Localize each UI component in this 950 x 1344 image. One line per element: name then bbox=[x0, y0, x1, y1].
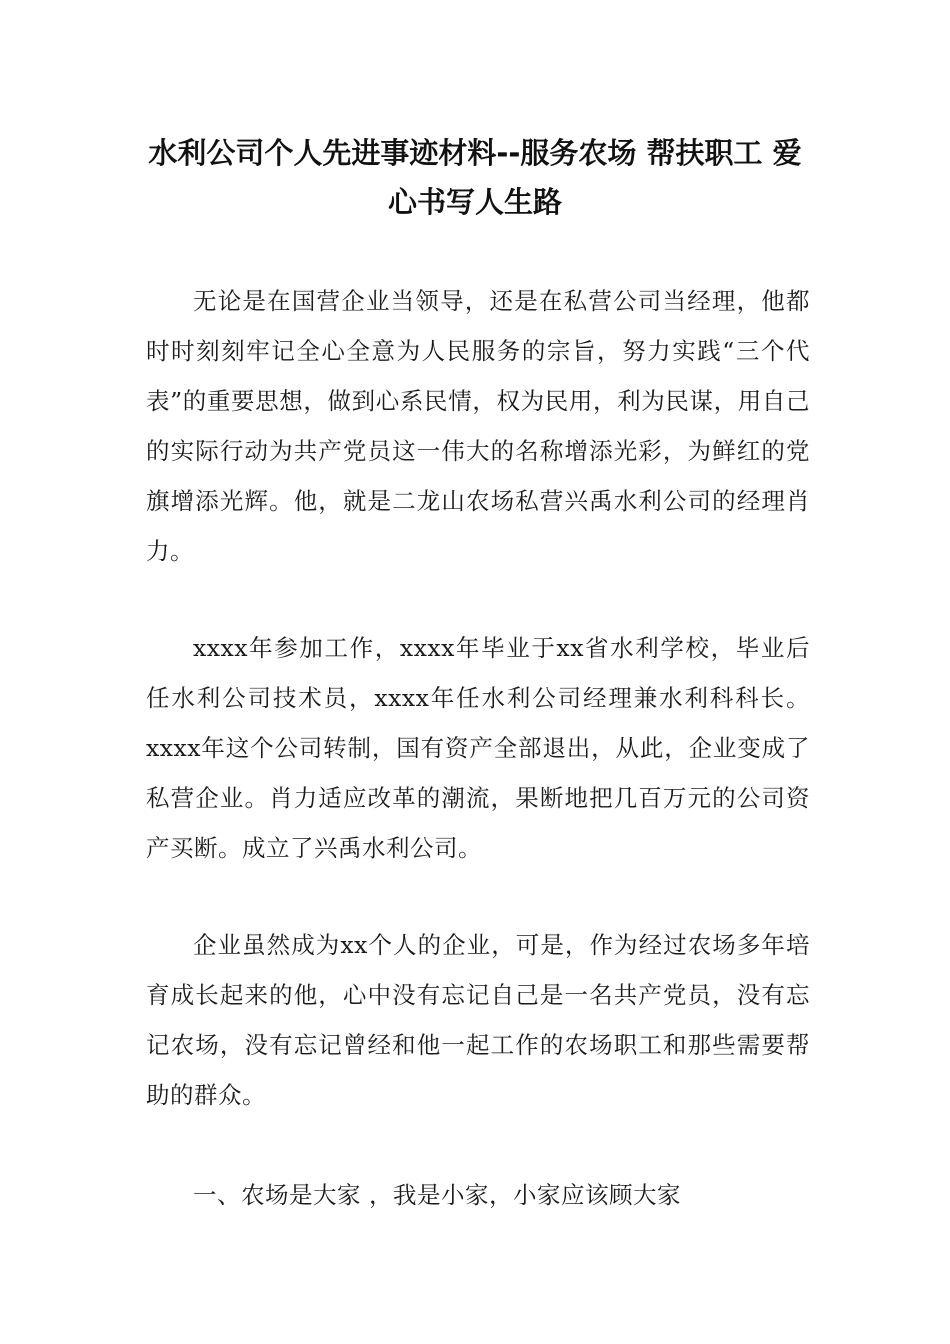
document-title-line-1: 水利公司个人先进事迹材料--服务农场 帮扶职工 爱 bbox=[148, 136, 802, 170]
paragraph-career: xxxx年参加工作，xxxx年毕业于xx省水利学校，毕业后任水利公司技术员，xxxx年任水利公司经理兼水利科科长。xxxx年这个公司转制，国有资产全部退出，从此，企业变成了私营企业。肖力适应改革的潮流，果断地把几百万元的公司资产买断。成立了兴禹水利公司。 bbox=[146, 634, 810, 862]
document-title-line-2: 心书写人生路 bbox=[387, 185, 562, 219]
paragraph-commitment: 企业虽然成为xx个人的企业，可是，作为经过农场多年培育成长起来的他，心中没有忘记自己是一名共产党员，没有忘记农场，没有忘记曾经和他一起工作的农场职工和那些需要帮助的群众。 bbox=[146, 931, 810, 1109]
section-heading-1: 一、农场是大家 ，我是小家，小家应该顾大家 bbox=[193, 1181, 681, 1209]
paragraph-intro: 无论是在国营企业当领导，还是在私营公司当经理，他都时时刻刻牢记全心全意为人民服务的宗旨，努力实践“三个代表”的重要思想，做到心系民情，权为民用，利为民谋，用自己的实际行动为共产党员这一伟大的名称增添光彩，为鲜红的党旗增添光辉。他，就是二龙山农场私营兴禹水利公司的经理肖力。 bbox=[146, 287, 810, 565]
